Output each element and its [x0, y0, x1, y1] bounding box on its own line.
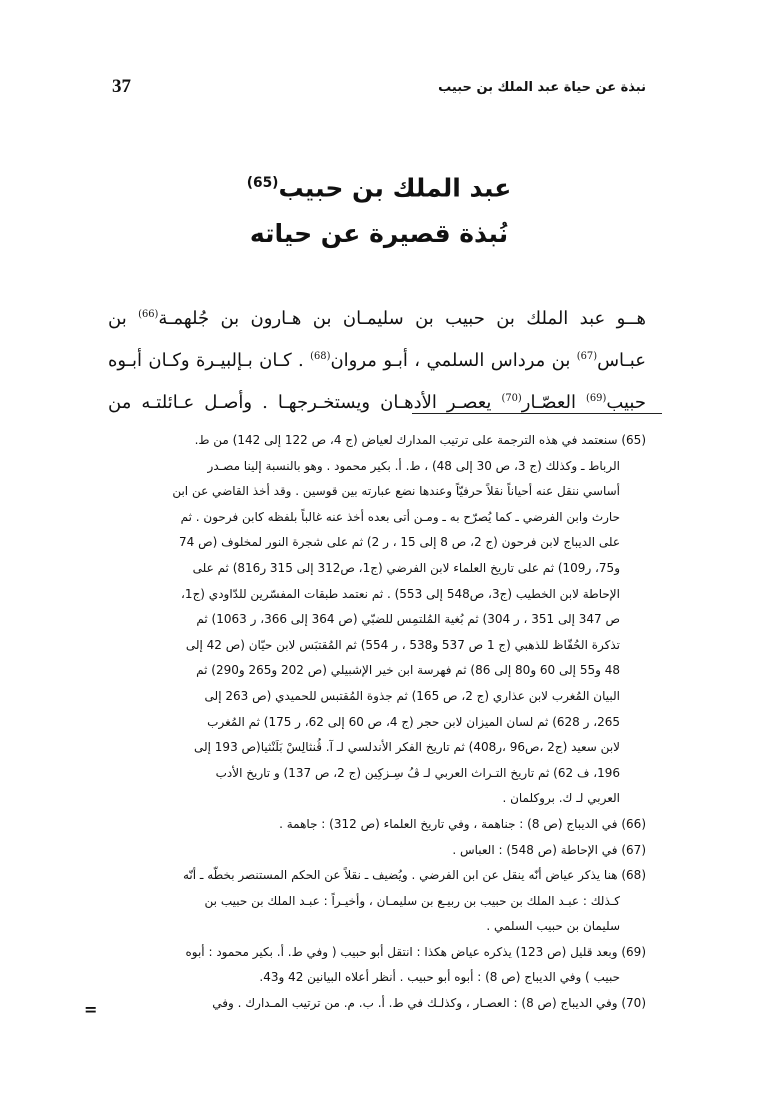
footnote-line: (68) هنا يذكر عياض أنّه ينقل عن ابن الفرضي . ويُضيف ـ نقلاً عن الحكم المستنصر بخطّه ـ أنّه: [182, 868, 646, 883]
footnote-67: [96, 838, 646, 864]
footnote-line: الإحاطة لابن الخطيب (ج3، ص548 إلى 553) . ثم نعتمد طبقات المفسّرين للدّاودي (ج1،: [181, 586, 620, 601]
footnote-ref[interactable]: (69): [586, 393, 607, 404]
footnote-69: [96, 940, 646, 991]
running-header: [112, 74, 646, 100]
footnote-line: العربي لـ ك. بروكلمان .: [502, 791, 620, 806]
chapter-title: [80, 160, 678, 257]
footnote-line: (65) سنعتمد في هذه الترجمة على ترتيب المدارك لعياض (ج 4، ص 122 إلى 142) من ط.: [194, 433, 646, 447]
footnotes-section: [96, 428, 646, 1017]
footnote-line: 48 و55 إلى 60 و80 إلى 86) ثم فهرسة ابن خير الإشبيلي (ص 202 و265 و290) ثم: [196, 663, 620, 678]
footnote-line: (70) وفي الديباج (ص 8) : العصـار ، وكذلـك في ط. أ. ب. م. من ترتيب المـدارك . وفي: [212, 996, 646, 1011]
title-main: عبد الملك بن حبيب$^{(65)}$: [246, 173, 512, 203]
title-footnote-ref[interactable]: (65): [246, 175, 279, 191]
footnote-line: 196، ف 62) ثم تاريخ التـراث العربي لـ ڤُ سِـزكِين (ج 2، ص 137) و تاريخ الأدب: [215, 765, 620, 780]
footnote-ref[interactable]: (70): [501, 393, 522, 404]
footnote-line: على الديباج لابن فرحون (ج 2، ص 8 إلى 15 ، ر 2) ثم على شجرة النور لمخلوف (ص 74: [179, 535, 620, 550]
footnote-70: [96, 991, 646, 1017]
footnote-ref[interactable]: (67): [576, 351, 598, 362]
body-line: هــو عبد الملك بن حبيب بن سليمـان بن هـارون بن جُلهمـة$^{(66)}$ بن: [108, 308, 646, 329]
footnote-line: (69) وبعد قليل (ص 123) يذكره عياض هكذا : انتقل أبو حبيب ( وفي ط. أ. بكير محمود : أبوه: [185, 944, 646, 959]
footnote-line: لابن سعيد (ج2 ،ص96 ،ر408) ثم تاريخ الفكر الأندلسي لـ آ. ڤُنثالِسْ بَلَنْثيا(ص 193 إلى: [193, 740, 620, 755]
footnote-line: حارث وابن الفرضي ـ كما يُصرّح به ـ ومـن أتى بعده أخذ عنه غالباً بلفظه كابن فرحون . ثم: [180, 509, 620, 524]
footnote-line: سليمان بن حبيب السلمي .: [486, 919, 620, 934]
footnote-line: (67) في الإحاطة (ص 548) : العباس .: [452, 842, 646, 857]
footnote-66: [96, 812, 646, 838]
body-line: حبيب$^{(69)}$ العصّـار$^{(70)}$ يعصـر الأدهـان ويستخـرجهـا . وأصـل عـائلتـه من: [108, 392, 646, 413]
footnote-line: و75، ر109) ثم على تاريخ العلماء لابن الفرضي (ج1، ص312 إلى 315 ر816) ثم على: [192, 560, 620, 575]
footnote-ref[interactable]: (66): [138, 309, 159, 320]
title-subtitle: نُبذة قصيرة عن حياته: [249, 219, 509, 249]
continuation-mark: =: [84, 1000, 98, 1019]
footnote-line: ص 347 إلى 351 ، ر 304) ثم بُغية المُلتمِس للضبّي (ص 364 إلى 366، ر 1063) ثم: [196, 612, 620, 627]
page-number: 37: [112, 76, 131, 97]
footnote-line: 265، ر 628) ثم لسان الميزان لابن حجر (ج 4، ص 60 إلى 62، ر 175) ثم المُغرب: [207, 714, 620, 729]
footnote-ref[interactable]: (68): [310, 351, 331, 362]
footnote-line: كـذلك : عبـد الملك بن حبيب بن ربيـع بن سليمـان ، وأخيـراً : عبـد الملك بن حبيب بن: [204, 893, 620, 908]
footnote-line: الرباط ـ وكذلك (ج 3، ص 30 إلى 48) ، ط. أ. بكير محمود . وهو بالنسبة إلينا مصـدر: [207, 458, 620, 473]
body-line: عبـاس$^{(67)}$ بن مرداس السلمي ، أبـو مروان$^{(68)}$ . كـان بـإلبيـرة وكـان أبـوه: [108, 350, 646, 371]
footnote-65: [96, 428, 646, 812]
footnote-line: البيان المُغرب لابن عذاري (ج 2، ص 165) ثم جذوة المُقتبس للحميدي (ص 263 إلى: [204, 688, 620, 703]
footnote-separator: [412, 413, 662, 414]
footnote-line: تذكرة الحُفّاظ للذهبي (ج 1 ص 537 و538 ، ر 554) ثم المُقتبَس لابن حيّان (ص 42 إلى: [185, 637, 620, 652]
running-title: نبذة عن حياة عبد الملك بن حبيب: [438, 79, 646, 95]
footnote-line: حبيب ) وفي الديباج (ص 8) : أبوه أبو حبيب . أنظر أعلاه البيانين 42 و43.: [259, 970, 620, 985]
footnote-line: أساسي ننقل عنه أحياناً نقلاً حرفيّاً وعندها نضع عبارته بين قوسين . وقد أخذ القاضي عن ابن: [172, 484, 620, 499]
body-paragraph: [108, 296, 646, 422]
footnote-68: [96, 863, 646, 940]
footnote-line: (66) في الديباج (ص 8) : جناهمة ، وفي تاريخ العلماء (ص 312) : جاهمة .: [279, 816, 646, 831]
